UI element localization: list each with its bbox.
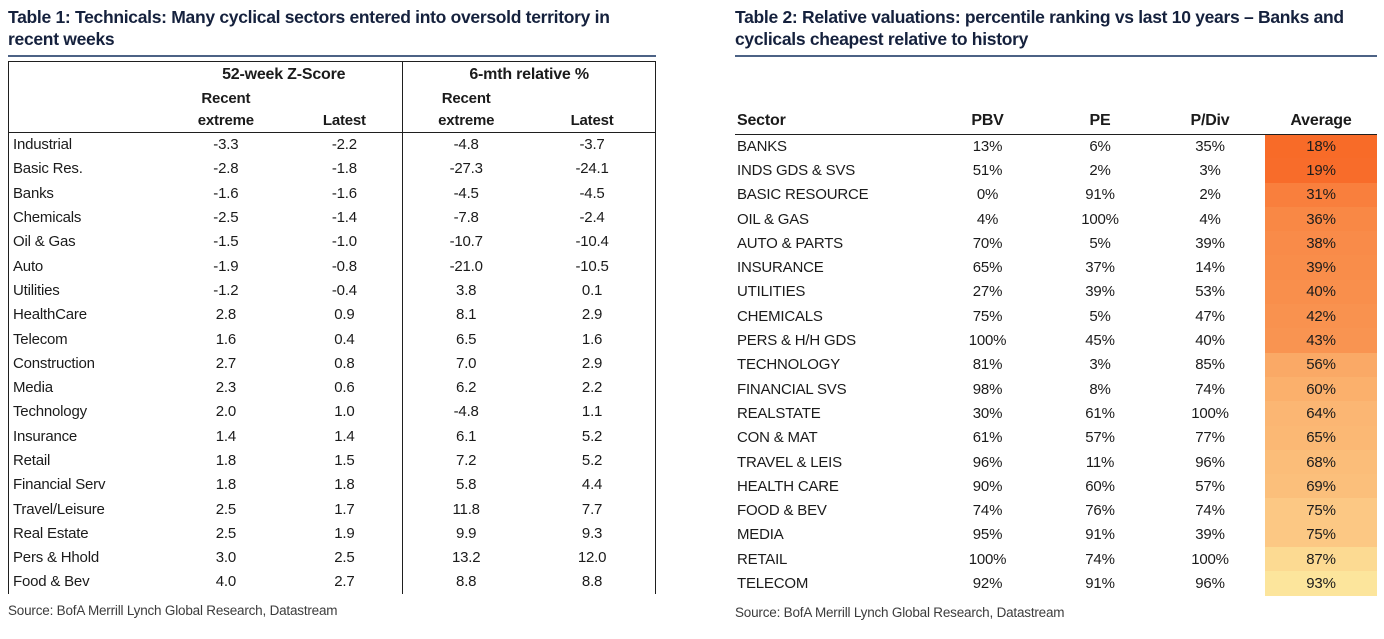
table2-row xyxy=(735,498,1377,522)
zscore-recent-extreme-value: 2.5 xyxy=(215,500,236,518)
table2-title-rule xyxy=(735,55,1377,57)
empty-cell xyxy=(9,110,166,133)
sector-name: Pers & Hhold xyxy=(13,549,99,567)
table1-row xyxy=(9,254,656,278)
zscore-latest-value: 2.5 xyxy=(334,549,355,567)
zscore-recent-extreme-value: 1.6 xyxy=(215,330,236,348)
table1-relative-recent-label: Recent xyxy=(403,88,529,110)
zscore-recent-extreme-value: -1.5 xyxy=(213,233,239,251)
pdiv-percentile-value: 74% xyxy=(1195,380,1225,398)
average-percentile-value: 65% xyxy=(1265,426,1377,450)
pe-percentile-value: 5% xyxy=(1089,234,1111,252)
zscore-recent-extreme-value: -1.6 xyxy=(213,184,239,202)
pbv-percentile-value: 90% xyxy=(972,477,1003,495)
sector-name: Insurance xyxy=(13,427,78,445)
sector-name: Banks xyxy=(13,184,54,202)
relative-latest-value: 2.9 xyxy=(581,306,603,324)
relative-latest-value: -10.4 xyxy=(575,233,609,251)
pe-percentile-value: 6% xyxy=(1089,137,1111,155)
table2-row xyxy=(735,183,1377,207)
table2-row xyxy=(735,450,1377,474)
table2-header-sector: Sector xyxy=(735,107,930,134)
pbv-percentile-value: 65% xyxy=(972,259,1003,277)
zscore-recent-extreme-value: 4.0 xyxy=(215,573,236,591)
average-percentile-value: 40% xyxy=(1265,280,1377,304)
sector-name: HEALTH CARE xyxy=(737,477,839,495)
pdiv-percentile-value: 14% xyxy=(1195,259,1225,277)
table1-row xyxy=(9,278,656,302)
pbv-percentile-value: 92% xyxy=(972,574,1003,592)
table2 xyxy=(735,107,1377,596)
table2-header-pbv: PBV xyxy=(930,107,1045,134)
table1-row xyxy=(9,133,656,157)
table2-row xyxy=(735,523,1377,547)
zscore-recent-extreme-value: 2.0 xyxy=(215,403,236,421)
table2-row xyxy=(735,377,1377,401)
relative-recent-extreme-value: -21.0 xyxy=(403,254,529,278)
table2-panel xyxy=(735,0,1377,639)
table1-row xyxy=(9,205,656,229)
pdiv-percentile-value: 96% xyxy=(1195,574,1225,592)
zscore-recent-extreme-value: 1.8 xyxy=(215,476,236,494)
pbv-percentile-value: 75% xyxy=(972,307,1003,325)
sector-name: Oil & Gas xyxy=(13,233,76,251)
zscore-latest-value: -1.4 xyxy=(331,209,357,227)
relative-latest-value: 4.4 xyxy=(581,476,603,494)
pe-percentile-value: 5% xyxy=(1089,307,1111,325)
sector-name: FOOD & BEV xyxy=(737,502,827,520)
table1-row xyxy=(9,521,656,545)
table2-header xyxy=(735,107,1377,134)
table1-row xyxy=(9,400,656,424)
sector-name: Technology xyxy=(13,403,87,421)
pdiv-percentile-value: 3% xyxy=(1199,161,1221,179)
zscore-recent-extreme-value: -3.3 xyxy=(213,136,239,154)
relative-recent-extreme-value: 7.0 xyxy=(403,351,529,375)
zscore-latest-value: 1.4 xyxy=(334,427,355,445)
relative-latest-value: 12.0 xyxy=(577,549,607,567)
relative-recent-extreme-value: -4.5 xyxy=(403,181,529,205)
pbv-percentile-value: 4% xyxy=(976,210,999,228)
pbv-percentile-value: 100% xyxy=(968,550,1007,568)
average-percentile-value: 75% xyxy=(1265,498,1377,522)
table2-row xyxy=(735,571,1377,595)
table2-row xyxy=(735,353,1377,377)
pbv-percentile-value: 51% xyxy=(972,161,1003,179)
table2-row xyxy=(735,207,1377,231)
zscore-latest-value: -0.4 xyxy=(331,281,357,299)
pdiv-percentile-value: 57% xyxy=(1195,477,1225,495)
table1-row xyxy=(9,424,656,448)
sector-name: PERS & H/H GDS xyxy=(737,332,856,350)
pbv-percentile-value: 96% xyxy=(972,453,1003,471)
table1-row xyxy=(9,303,656,327)
pbv-percentile-value: 13% xyxy=(972,137,1003,155)
zscore-recent-extreme-value: -2.8 xyxy=(213,160,239,178)
relative-recent-extreme-value: 9.9 xyxy=(403,521,529,545)
relative-latest-value: 2.9 xyxy=(581,354,603,372)
sector-name: FINANCIAL SVS xyxy=(737,380,847,398)
zscore-latest-value: 1.9 xyxy=(334,524,355,542)
relative-recent-extreme-value: 8.8 xyxy=(403,570,529,594)
table2-row xyxy=(735,134,1377,158)
relative-recent-extreme-value: 6.2 xyxy=(403,375,529,399)
average-percentile-value: 56% xyxy=(1265,353,1377,377)
table2-row xyxy=(735,304,1377,328)
sector-name: Travel/Leisure xyxy=(13,500,105,518)
relative-recent-extreme-value: -4.8 xyxy=(403,400,529,424)
pbv-percentile-value: 74% xyxy=(972,502,1003,520)
zscore-latest-value: 0.4 xyxy=(334,330,355,348)
zscore-latest-value: 0.9 xyxy=(334,306,355,324)
pbv-percentile-value: 95% xyxy=(972,526,1003,544)
pbv-percentile-value: 98% xyxy=(972,380,1003,398)
pbv-percentile-value: 81% xyxy=(972,356,1003,374)
relative-latest-value: -4.5 xyxy=(579,184,605,202)
table1-zscore-recent-label: Recent xyxy=(201,90,251,107)
pe-percentile-value: 11% xyxy=(1085,453,1115,471)
table2-body xyxy=(735,134,1377,596)
relative-latest-value: -2.4 xyxy=(579,209,605,227)
zscore-latest-value: -2.2 xyxy=(331,136,357,154)
pdiv-percentile-value: 2% xyxy=(1199,186,1221,204)
zscore-latest-value: 2.7 xyxy=(334,573,355,591)
pdiv-percentile-value: 74% xyxy=(1195,502,1225,520)
relative-recent-extreme-value: 13.2 xyxy=(403,546,529,570)
average-percentile-value: 31% xyxy=(1265,183,1377,207)
table1-title-rule xyxy=(8,55,656,57)
sector-name: Construction xyxy=(13,354,95,372)
sector-name: Basic Res. xyxy=(13,160,83,178)
sector-name: Utilities xyxy=(13,281,60,299)
sector-name: BANKS xyxy=(737,137,787,155)
relative-latest-value: 7.7 xyxy=(581,500,603,518)
zscore-latest-value: -1.8 xyxy=(331,160,357,178)
sector-name: OIL & GAS xyxy=(737,210,809,228)
table1-row xyxy=(9,157,656,181)
zscore-latest-value: -0.8 xyxy=(331,257,357,275)
average-percentile-value: 87% xyxy=(1265,547,1377,571)
relative-recent-extreme-value: 7.2 xyxy=(403,448,529,472)
relative-latest-value: 2.2 xyxy=(581,379,603,397)
sector-name: CHEMICALS xyxy=(737,307,823,325)
average-percentile-value: 43% xyxy=(1265,328,1377,352)
table1-row xyxy=(9,497,656,521)
table1-header xyxy=(9,62,656,133)
average-percentile-value: 60% xyxy=(1265,377,1377,401)
average-percentile-value: 36% xyxy=(1265,207,1377,231)
table1-row xyxy=(9,327,656,351)
sector-name: Chemicals xyxy=(13,209,82,227)
table1-zscore-extreme-label: extreme xyxy=(197,112,254,130)
table2-row xyxy=(735,255,1377,279)
zscore-latest-value: 1.8 xyxy=(334,476,355,494)
pdiv-percentile-value: 53% xyxy=(1195,283,1225,301)
sector-name: UTILITIES xyxy=(737,283,806,301)
relative-recent-extreme-value: 5.8 xyxy=(403,473,529,497)
table2-row xyxy=(735,231,1377,255)
zscore-recent-extreme-value: 3.0 xyxy=(215,549,236,567)
sector-name: REALSTATE xyxy=(737,404,821,422)
zscore-recent-extreme-value: -1.9 xyxy=(213,257,239,275)
relative-latest-value: 8.8 xyxy=(581,573,603,591)
sector-name: HealthCare xyxy=(13,306,87,324)
table1-corner-cell xyxy=(9,62,166,88)
relative-recent-extreme-value: 11.8 xyxy=(403,497,529,521)
sector-name: Food & Bev xyxy=(13,573,90,591)
table1-group-relative: 6-mth relative % xyxy=(403,62,656,88)
table1-body xyxy=(9,133,656,595)
table2-header-row xyxy=(735,107,1377,134)
relative-recent-extreme-value: -27.3 xyxy=(403,157,529,181)
table1-row xyxy=(9,570,656,594)
relative-recent-extreme-value: 3.8 xyxy=(403,278,529,302)
table1-row xyxy=(9,181,656,205)
pdiv-percentile-value: 40% xyxy=(1195,332,1225,350)
pe-percentile-value: 45% xyxy=(1085,332,1115,350)
pbv-percentile-value: 61% xyxy=(972,429,1003,447)
sector-name: TRAVEL & LEIS xyxy=(737,453,842,471)
pbv-percentile-value: 0% xyxy=(976,186,999,204)
sector-name: INSURANCE xyxy=(737,259,824,277)
average-percentile-value: 18% xyxy=(1265,134,1377,158)
average-percentile-value: 64% xyxy=(1265,401,1377,425)
zscore-recent-extreme-value: 2.5 xyxy=(215,524,236,542)
zscore-recent-extreme-value: 2.7 xyxy=(215,354,236,372)
pe-percentile-value: 39% xyxy=(1085,283,1115,301)
sector-name: Industrial xyxy=(13,136,72,154)
empty-cell xyxy=(286,88,402,110)
relative-recent-extreme-value: -10.7 xyxy=(403,230,529,254)
pdiv-percentile-value: 100% xyxy=(1191,550,1229,568)
relative-latest-value: 5.2 xyxy=(581,452,603,469)
relative-latest-value: 5.2 xyxy=(581,427,603,445)
relative-recent-extreme-value: 6.5 xyxy=(403,327,529,351)
table2-row xyxy=(735,158,1377,182)
table1-relative-latest-label: Latest xyxy=(570,112,614,130)
average-percentile-value: 42% xyxy=(1265,304,1377,328)
table2-header-pdiv: P/Div xyxy=(1155,107,1265,134)
sector-name: Real Estate xyxy=(13,524,89,542)
table1-row xyxy=(9,473,656,497)
pe-percentile-value: 91% xyxy=(1085,186,1115,204)
pdiv-percentile-value: 47% xyxy=(1195,307,1225,325)
pe-percentile-value: 91% xyxy=(1085,574,1115,592)
table2-row xyxy=(735,547,1377,571)
pe-percentile-value: 74% xyxy=(1085,550,1115,568)
zscore-recent-extreme-value: 1.8 xyxy=(215,452,236,469)
pe-percentile-value: 3% xyxy=(1089,356,1111,374)
table1-relative-extreme-label: extreme xyxy=(403,110,529,133)
pe-percentile-value: 37% xyxy=(1085,259,1115,277)
pbv-percentile-value: 27% xyxy=(972,283,1003,301)
table1-row xyxy=(9,230,656,254)
table2-header-average: Average xyxy=(1265,107,1377,134)
pdiv-percentile-value: 77% xyxy=(1195,429,1225,447)
table2-source: Source: BofA Merrill Lynch Global Research, Datastream xyxy=(735,604,1065,620)
pe-percentile-value: 100% xyxy=(1081,210,1119,228)
table1-zscore-latest-label: Latest xyxy=(322,112,366,130)
table1-group-zscore: 52-week Z-Score xyxy=(222,65,346,83)
sector-name: Financial Serv xyxy=(13,476,106,494)
zscore-recent-extreme-value: 2.8 xyxy=(215,306,236,324)
pdiv-percentile-value: 85% xyxy=(1195,356,1225,374)
table1-row xyxy=(9,448,656,472)
relative-recent-extreme-value: 8.1 xyxy=(403,303,529,327)
sector-name: AUTO & PARTS xyxy=(737,234,843,252)
table1-row xyxy=(9,375,656,399)
table2-row xyxy=(735,426,1377,450)
table1-panel xyxy=(8,0,656,639)
pbv-percentile-value: 30% xyxy=(972,404,1003,422)
sector-name: TECHNOLOGY xyxy=(737,356,841,374)
relative-latest-value: -24.1 xyxy=(575,160,609,178)
table2-row xyxy=(735,328,1377,352)
sector-name: Auto xyxy=(13,257,44,275)
pe-percentile-value: 91% xyxy=(1085,526,1115,544)
zscore-recent-extreme-value: 2.3 xyxy=(215,379,236,397)
zscore-latest-value: -1.0 xyxy=(331,233,357,251)
pe-percentile-value: 2% xyxy=(1089,161,1111,179)
sector-name: Media xyxy=(13,379,53,397)
sector-name: Telecom xyxy=(13,330,68,348)
pe-percentile-value: 61% xyxy=(1085,404,1115,422)
table1-title: Table 1: Technicals: Many cyclical sectors entered into oversold territory in recent weeks xyxy=(8,7,610,49)
relative-recent-extreme-value: -7.8 xyxy=(403,205,529,229)
relative-latest-value: -3.7 xyxy=(579,136,605,154)
relative-recent-extreme-value: 6.1 xyxy=(403,424,529,448)
table1-row xyxy=(9,546,656,570)
pbv-percentile-value: 100% xyxy=(968,332,1007,350)
relative-latest-value: 9.3 xyxy=(581,524,603,542)
average-percentile-value: 75% xyxy=(1265,523,1377,547)
zscore-latest-value: 0.8 xyxy=(334,354,355,372)
sector-name: MEDIA xyxy=(737,526,784,544)
relative-latest-value: 1.6 xyxy=(581,330,603,348)
average-percentile-value: 38% xyxy=(1265,231,1377,255)
relative-latest-value: 0.1 xyxy=(581,281,603,299)
zscore-latest-value: -1.6 xyxy=(331,184,357,202)
average-percentile-value: 39% xyxy=(1265,255,1377,279)
table1-group-header-row xyxy=(9,62,656,88)
table2-title: Table 2: Relative valuations: percentile ranking vs last 10 years – Banks and cyclicals cheapest relative to history xyxy=(735,7,1344,49)
zscore-recent-extreme-value: -1.2 xyxy=(213,281,239,299)
zscore-latest-value: 0.6 xyxy=(334,379,355,397)
sector-name: Retail xyxy=(13,452,51,469)
table2-row xyxy=(735,401,1377,425)
sector-name: BASIC RESOURCE xyxy=(737,186,869,204)
table2-row xyxy=(735,474,1377,498)
table2-header-pe: PE xyxy=(1045,107,1155,134)
pdiv-percentile-value: 96% xyxy=(1195,453,1225,471)
pbv-percentile-value: 70% xyxy=(972,234,1003,252)
pe-percentile-value: 8% xyxy=(1089,380,1111,398)
empty-cell xyxy=(529,88,655,110)
zscore-latest-value: 1.0 xyxy=(334,403,355,421)
table1-row xyxy=(9,351,656,375)
table1 xyxy=(8,61,656,594)
sector-name: TELECOM xyxy=(737,574,809,592)
relative-latest-value: 1.1 xyxy=(581,403,603,421)
table1-subheader-recent-row xyxy=(9,88,656,110)
pdiv-percentile-value: 35% xyxy=(1195,137,1225,155)
relative-recent-extreme-value: -4.8 xyxy=(403,133,529,157)
average-percentile-value: 19% xyxy=(1265,158,1377,182)
table1-source: Source: BofA Merrill Lynch Global Research, Datastream xyxy=(8,603,338,619)
pe-percentile-value: 76% xyxy=(1085,502,1115,520)
zscore-recent-extreme-value: -2.5 xyxy=(213,209,239,227)
pdiv-percentile-value: 39% xyxy=(1195,234,1225,252)
empty-cell xyxy=(9,88,166,110)
average-percentile-value: 69% xyxy=(1265,474,1377,498)
average-percentile-value: 68% xyxy=(1265,450,1377,474)
zscore-latest-value: 1.7 xyxy=(334,500,355,518)
zscore-latest-value: 1.5 xyxy=(334,452,355,469)
pdiv-percentile-value: 39% xyxy=(1195,526,1225,544)
pe-percentile-value: 57% xyxy=(1085,429,1115,447)
relative-latest-value: -10.5 xyxy=(575,257,609,275)
sector-name: CON & MAT xyxy=(737,429,818,447)
table2-row xyxy=(735,280,1377,304)
pe-percentile-value: 60% xyxy=(1085,477,1115,495)
table1-subheader-row xyxy=(9,110,656,133)
average-percentile-value: 93% xyxy=(1265,571,1377,595)
zscore-recent-extreme-value: 1.4 xyxy=(215,427,236,445)
pdiv-percentile-value: 4% xyxy=(1199,210,1221,228)
sector-name: RETAIL xyxy=(737,550,788,568)
pdiv-percentile-value: 100% xyxy=(1191,404,1229,422)
sector-name: INDS GDS & SVS xyxy=(737,161,856,179)
